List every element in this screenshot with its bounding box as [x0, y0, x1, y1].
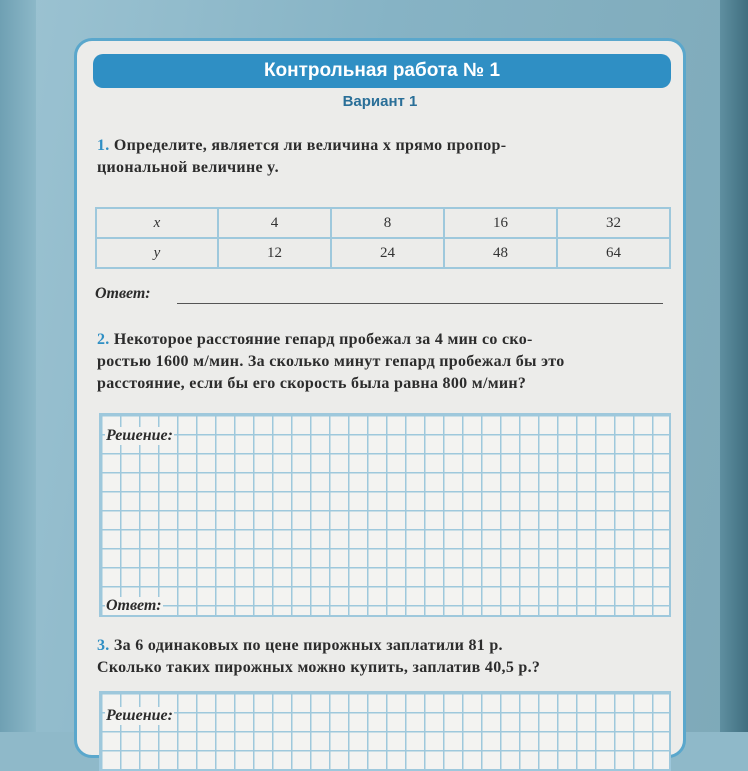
task3-line2: Сколько таких пирожных можно купить, заплатив 40,5 р.?: [97, 659, 541, 676]
task3-text: [97, 635, 667, 679]
table-row-y: [96, 238, 670, 268]
table-cell: 48: [444, 238, 557, 268]
task1-number: 1.: [97, 137, 110, 154]
task1-answer-line[interactable]: [177, 303, 663, 304]
table-cell: 16: [444, 208, 557, 238]
task3-line1: За 6 одинаковых по цене пирожных заплатили 81 р.: [113, 637, 503, 654]
table-cell: 64: [557, 238, 670, 268]
table-cell: 4: [218, 208, 331, 238]
task2-solution-grid[interactable]: [99, 413, 671, 617]
table-cell: y: [96, 238, 218, 268]
table-cell: 24: [331, 238, 444, 268]
task1-line2: циональной величине y.: [97, 159, 279, 176]
task2-text: [97, 329, 667, 395]
task3-number: 3.: [97, 637, 110, 654]
task2-line2: ростью 1600 м/мин. За сколько минут гепард пробежал бы это: [97, 353, 565, 370]
table-cell: 32: [557, 208, 670, 238]
task2-line3: расстояние, если бы его скорость была равна 800 м/мин?: [97, 375, 527, 392]
task1-table: [95, 207, 671, 269]
table-cell: 8: [331, 208, 444, 238]
task2-solution-label: Решение:: [106, 427, 173, 444]
task1-text: [97, 135, 667, 179]
book-left-edge: [0, 0, 36, 732]
task1-line1: Определите, является ли величина x прямо пропор-: [113, 137, 507, 154]
variant-label: Вариант 1: [342, 93, 418, 110]
task2-answer-label: Ответ:: [106, 597, 162, 614]
worksheet-title: Контрольная работа № 1: [93, 54, 671, 88]
task2-number: 2.: [97, 331, 110, 348]
book-right-edge: [720, 0, 748, 732]
table-cell: 12: [218, 238, 331, 268]
worksheet: [74, 38, 686, 758]
task3-solution-label: Решение:: [106, 707, 173, 724]
task2-line1: Некоторое расстояние гепард пробежал за 4 мин со ско-: [113, 331, 533, 348]
table-cell: x: [96, 208, 218, 238]
table-row-x: [96, 208, 670, 238]
task3-solution-grid[interactable]: [99, 691, 671, 771]
task1-answer-label: Ответ:: [95, 285, 151, 302]
